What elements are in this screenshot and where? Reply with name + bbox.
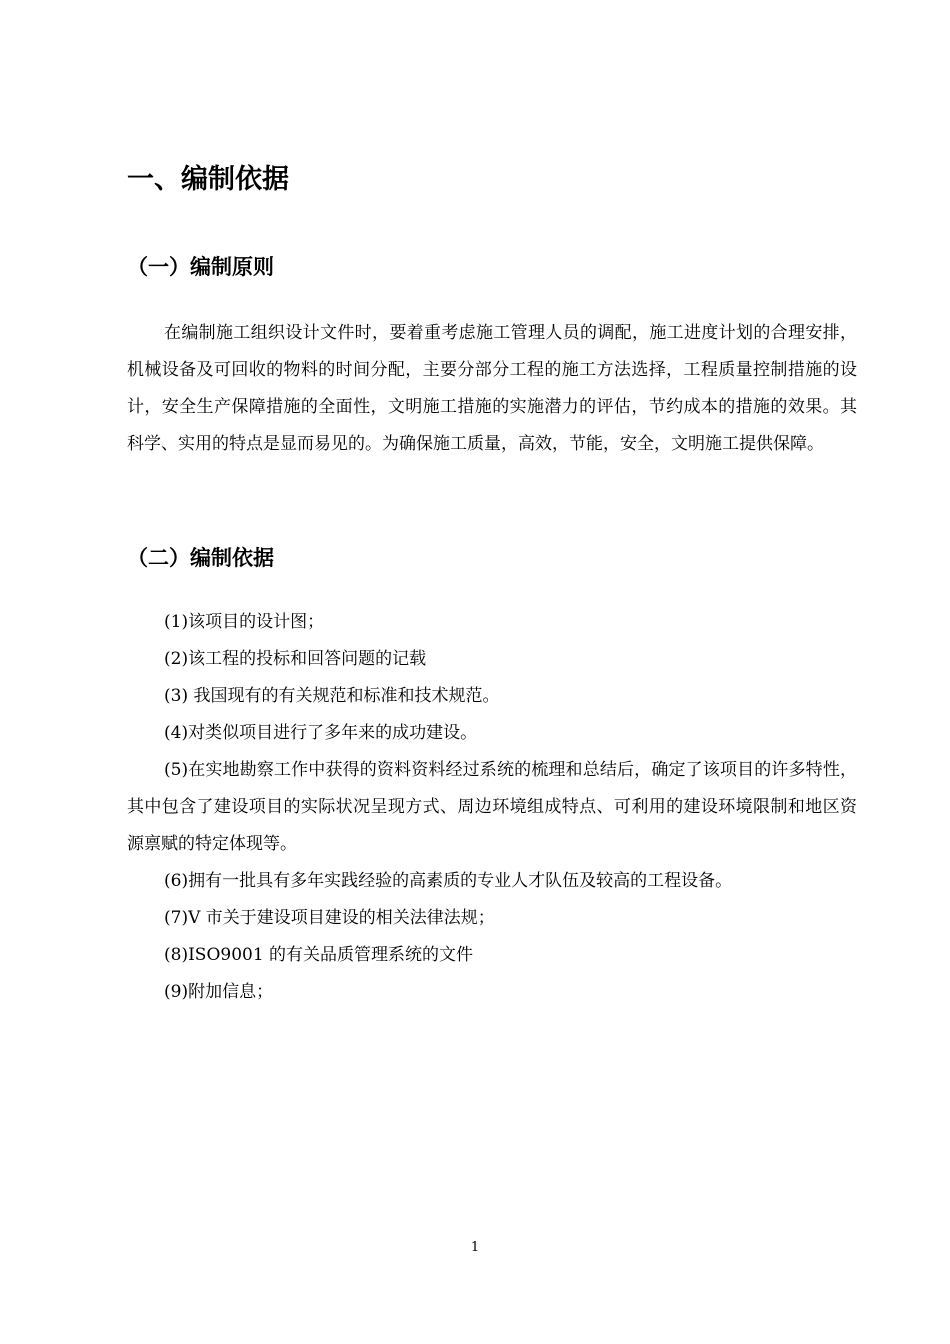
- list-item: (8)ISO9001 的有关品质管理系统的文件: [164, 945, 474, 965]
- list-item: (1)该项目的设计图；: [164, 612, 325, 632]
- principles-paragraph: 在编制施工组织设计文件时，要着重考虑施工管理人员的调配，施工进度计划的合理安排，机械设备及可回收的物料的时间分配，主要分部分工程的施工方法选择，工程质量控制措施的设计，安全生产保障措施的全面性，文明施工措施的实施潜力的评估，节约成本的措施的效果。其科学、实用的特点是显而易见的。为确保施工质量，高效，节能，安全，文明施工提供保障。: [127, 323, 857, 454]
- list-item: (9)附加信息；: [164, 982, 274, 1002]
- list-item: (4)对类似项目进行了多年来的成功建设。: [164, 723, 478, 743]
- page-number: 1: [470, 1240, 480, 1255]
- section-title: 一、编制依据: [127, 164, 289, 195]
- subsection-title-principles: （一）编制原则: [127, 255, 274, 279]
- list-item: (2)该工程的投标和回答问题的记载: [164, 649, 427, 669]
- basis-list: [127, 604, 857, 1011]
- list-item: (6)拥有一批具有多年实践经验的高素质的专业人才队伍及较高的工程设备。: [164, 871, 733, 891]
- list-item: (7)V 市关于建设项目建设的相关法律法规；: [164, 908, 495, 928]
- list-item: (3) 我国现有的有关规范和标准和技术规范。: [164, 686, 500, 706]
- subsection-title-basis: （二）编制依据: [127, 546, 274, 570]
- list-item: (5)在实地勘察工作中获得的资料资料经过系统的梳理和总结后，确定了该项目的许多特性，其中包含了建设项目的实际状况呈现方式、周边环境组成特点、可利用的建设环境限制和地区资源禀赋的特定体现等。: [127, 760, 857, 854]
